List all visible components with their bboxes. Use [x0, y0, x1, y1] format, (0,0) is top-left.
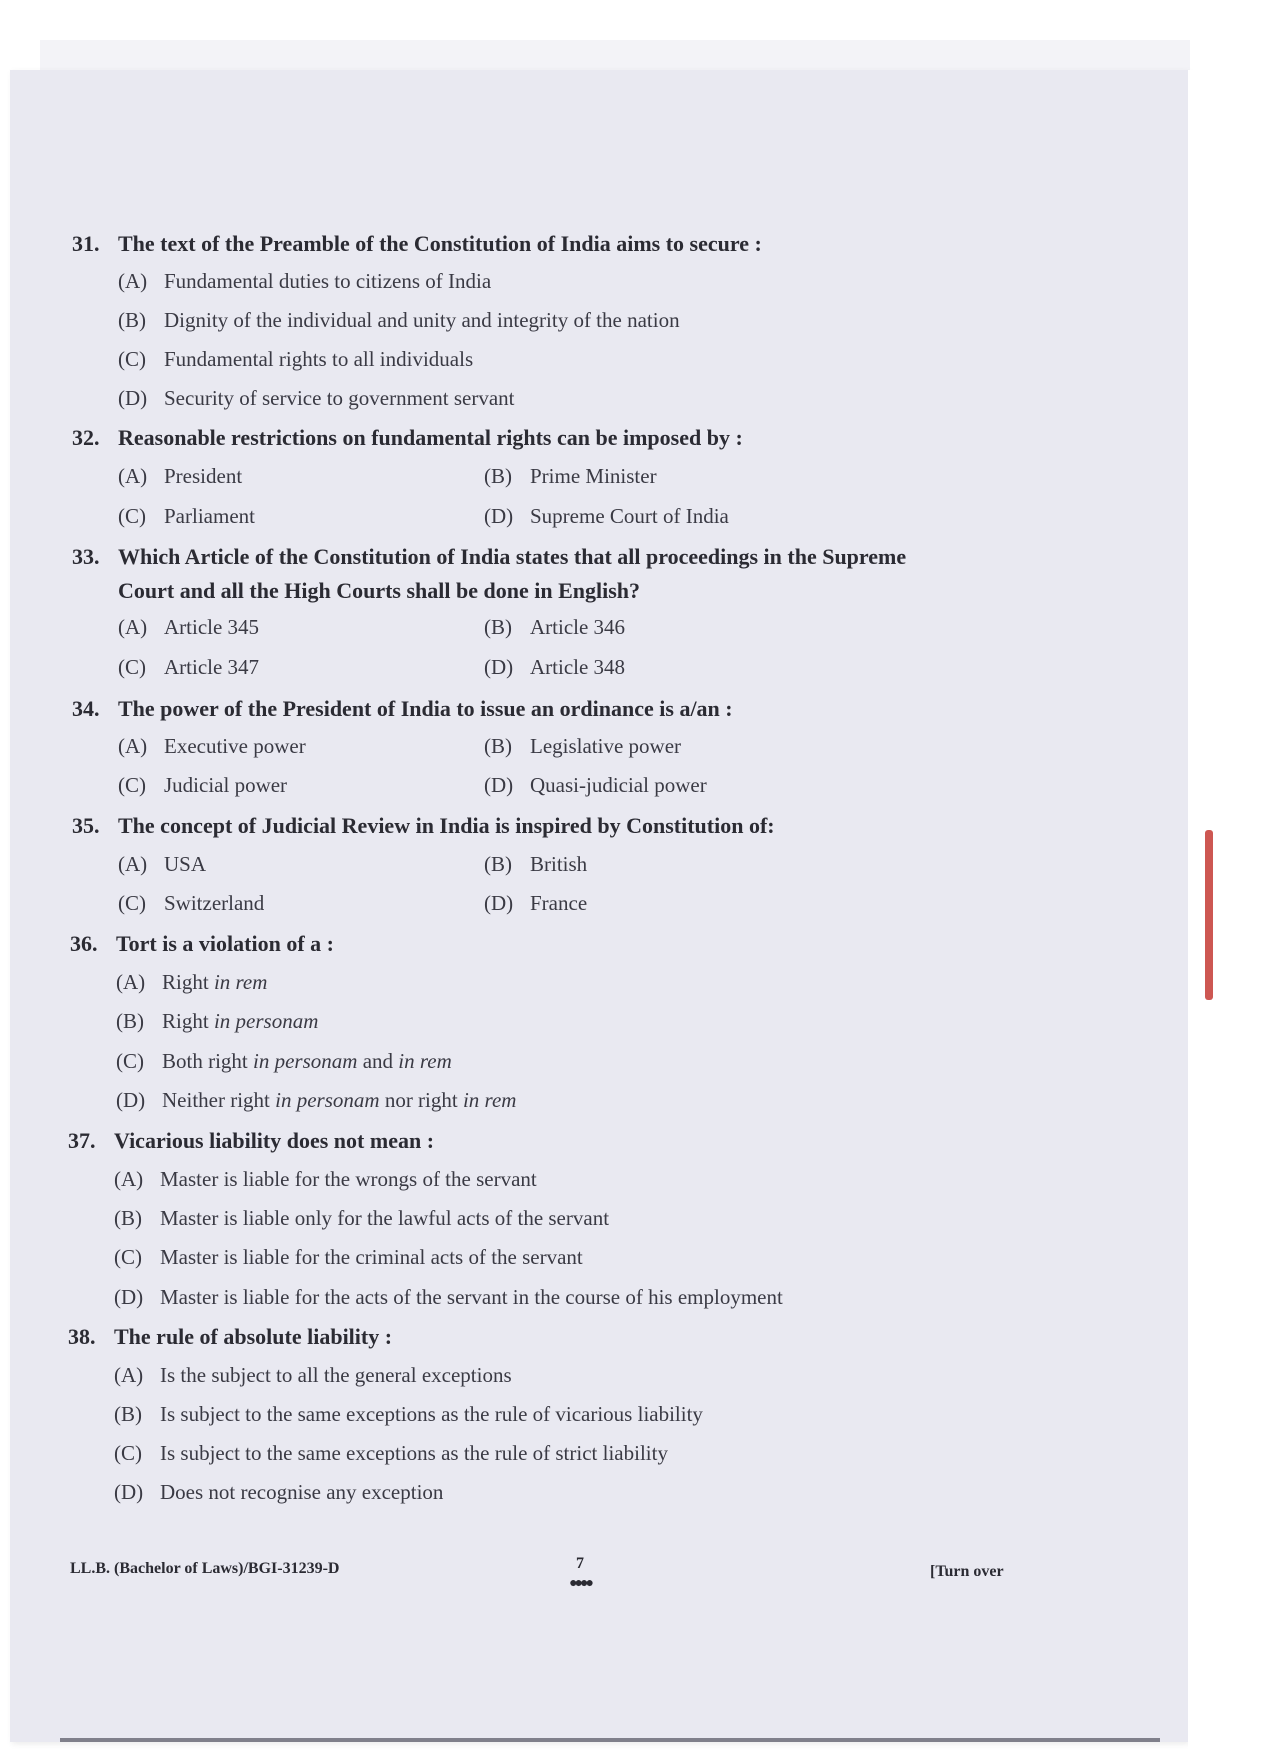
option-38c: (C) Is subject to the same exceptions as the rule of strict liability [114, 1441, 668, 1465]
option-38a: (A) Is the subject to all the general exceptions [114, 1363, 512, 1387]
option-33a: (A) Article 345 [118, 615, 260, 639]
question-37: 37. Vicarious liability does not mean : [68, 1128, 435, 1153]
option-34d: (D) Quasi-judicial power [484, 773, 707, 797]
option-35c: (C) Switzerland [118, 891, 265, 915]
option-34a: (A) Executive power [118, 734, 306, 758]
option-36d: (D) Neither right in personam nor right in rem [116, 1088, 517, 1112]
question-32: 32. Reasonable restrictions on fundamental rights can be imposed by : [72, 425, 743, 450]
option-33b: (B) Article 346 [484, 615, 626, 639]
question-34: 34. The power of the President of India to issue an ordinance is a/an : [72, 696, 733, 721]
option-31a: (A) Fundamental duties to citizens of India [118, 269, 492, 293]
page-edge [1188, 70, 1275, 1750]
option-37b: (B) Master is liable only for the lawful acts of the servant [114, 1206, 610, 1230]
option-34b: (B) Legislative power [484, 734, 682, 758]
option-33c: (C) Article 347 [118, 655, 260, 679]
option-31c: (C) Fundamental rights to all individuals [118, 347, 474, 371]
option-31d: (D) Security of service to government servant [118, 386, 515, 410]
red-tab-mark [1205, 830, 1213, 1000]
option-32a: (A) President [118, 464, 243, 488]
option-37a: (A) Master is liable for the wrongs of the servant [114, 1167, 537, 1191]
option-31b: (B) Dignity of the individual and unity and integrity of the nation [118, 308, 680, 332]
option-32d: (D) Supreme Court of India [484, 504, 729, 528]
page-dots: ●●●● [569, 1576, 591, 1591]
option-35b: (B) British [484, 852, 588, 876]
question-33: 33. Which Article of the Constitution of India states that all proceedings in the Supreme Court and all the High Courts shall be done in English? [72, 544, 907, 603]
question-text: The text of the Preamble of the Constitution of India aims to secure : [118, 231, 762, 256]
option-32b: (B) Prime Minister [484, 464, 657, 488]
option-36c: (C) Both right in personam and in rem [116, 1049, 452, 1073]
option-38d: (D) Does not recognise any exception [114, 1480, 444, 1504]
option-33d: (D) Article 348 [484, 655, 626, 679]
option-37c: (C) Master is liable for the criminal acts of the servant [114, 1245, 583, 1269]
question-38: 38. The rule of absolute liability : [68, 1324, 393, 1349]
question-31 [72, 227, 762, 261]
page-number: 7 [576, 1555, 584, 1572]
option-34c: (C) Judicial power [118, 773, 288, 797]
option-32c: (C) Parliament [118, 504, 255, 528]
question-number: 31. [72, 231, 100, 256]
option-36a: (A) Right in rem [116, 970, 268, 994]
option-35a: (A) USA [118, 852, 207, 876]
option-37d: (D) Master is liable for the acts of the servant in the course of his employment [114, 1285, 783, 1309]
turn-over-note: [Turn over [930, 1563, 1004, 1580]
option-38b: (B) Is subject to the same exceptions as the rule of vicarious liability [114, 1402, 703, 1426]
footer-course-code: LL.B. (Bachelor of Laws)/BGI-31239-D [70, 1560, 340, 1577]
question-36: 36. Tort is a violation of a : [70, 931, 334, 956]
option-35d: (D) France [484, 891, 588, 915]
question-35: 35. The concept of Judicial Review in India is inspired by Constitution of: [72, 813, 775, 838]
page-bottom-edge [60, 1738, 1160, 1742]
option-36b: (B) Right in personam [116, 1009, 319, 1033]
